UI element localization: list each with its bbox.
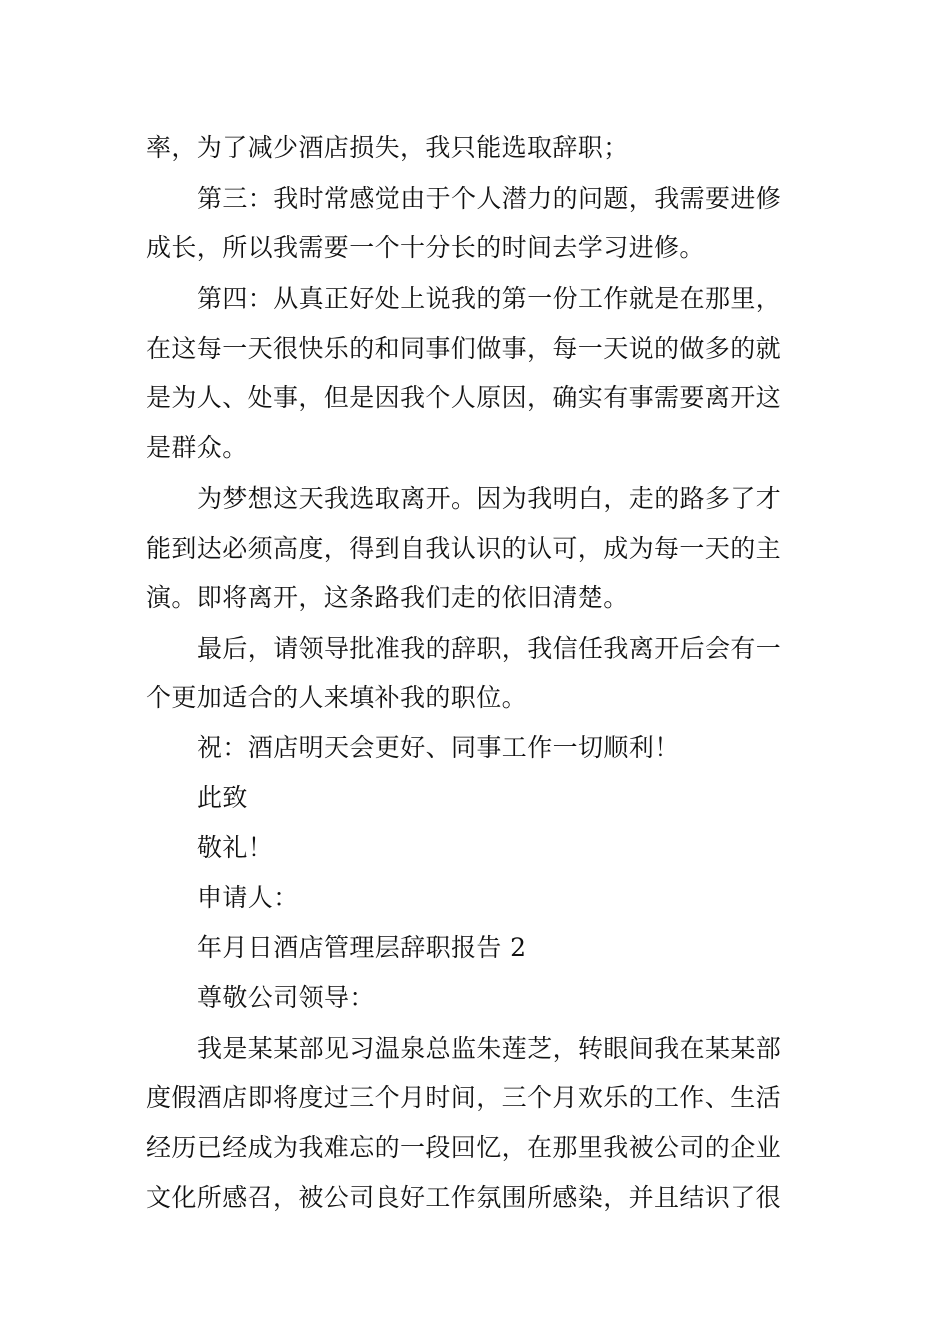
closing-wish: 祝：酒店明天会更好、同事工作一切顺利！: [197, 733, 680, 762]
text-line: 是群众。: [146, 433, 248, 462]
text-line: 是为人、处事，但是因我个人原因，确实有事需要离开这: [146, 383, 782, 412]
text-line: 个更加适合的人来填补我的职位。: [146, 683, 528, 712]
text-line: 在这每一天很快乐的和同事们做事，每一天说的做多的就: [146, 334, 782, 363]
paragraph-first-line: 我是某某部见习温泉总监朱莲芝，转眼间我在某某部: [197, 1034, 782, 1063]
letter-greeting: 尊敬公司领导：: [197, 983, 375, 1012]
paragraph-first-line: 第三：我时常感觉由于个人潜力的问题，我需要进修: [197, 184, 782, 213]
closing-regards: 敬礼！: [197, 833, 274, 862]
text-line: 演。即将离开，这条路我们走的依旧清楚。: [146, 583, 629, 612]
text-line: 度假酒店即将度过三个月时间，三个月欢乐的工作、生活: [146, 1083, 782, 1112]
paragraph-first-line: 最后，请领导批准我的辞职，我信任我离开后会有一: [197, 634, 782, 663]
section-heading: 年月日酒店管理层辞职报告 2: [197, 933, 527, 962]
applicant-label: 申请人：: [197, 883, 299, 912]
closing-salutation: 此致: [197, 783, 248, 812]
paragraph-first-line: 为梦想这天我选取离开。因为我明白，走的路多了才: [197, 484, 782, 513]
paragraph-first-line: 第四：从真正好处上说我的第一份工作就是在那里，: [197, 284, 782, 313]
text-line: 经历已经成为我难忘的一段回忆，在那里我被公司的企业: [146, 1133, 782, 1162]
text-line: 率，为了减少酒店损失，我只能选取辞职；: [146, 133, 629, 162]
text-line: 能到达必须高度，得到自我认识的认可，成为每一天的主: [146, 534, 782, 563]
text-line: 成长，所以我需要一个十分长的时间去学习进修。: [146, 233, 705, 262]
text-line: 文化所感召，被公司良好工作氛围所感染，并且结识了很: [146, 1183, 782, 1212]
